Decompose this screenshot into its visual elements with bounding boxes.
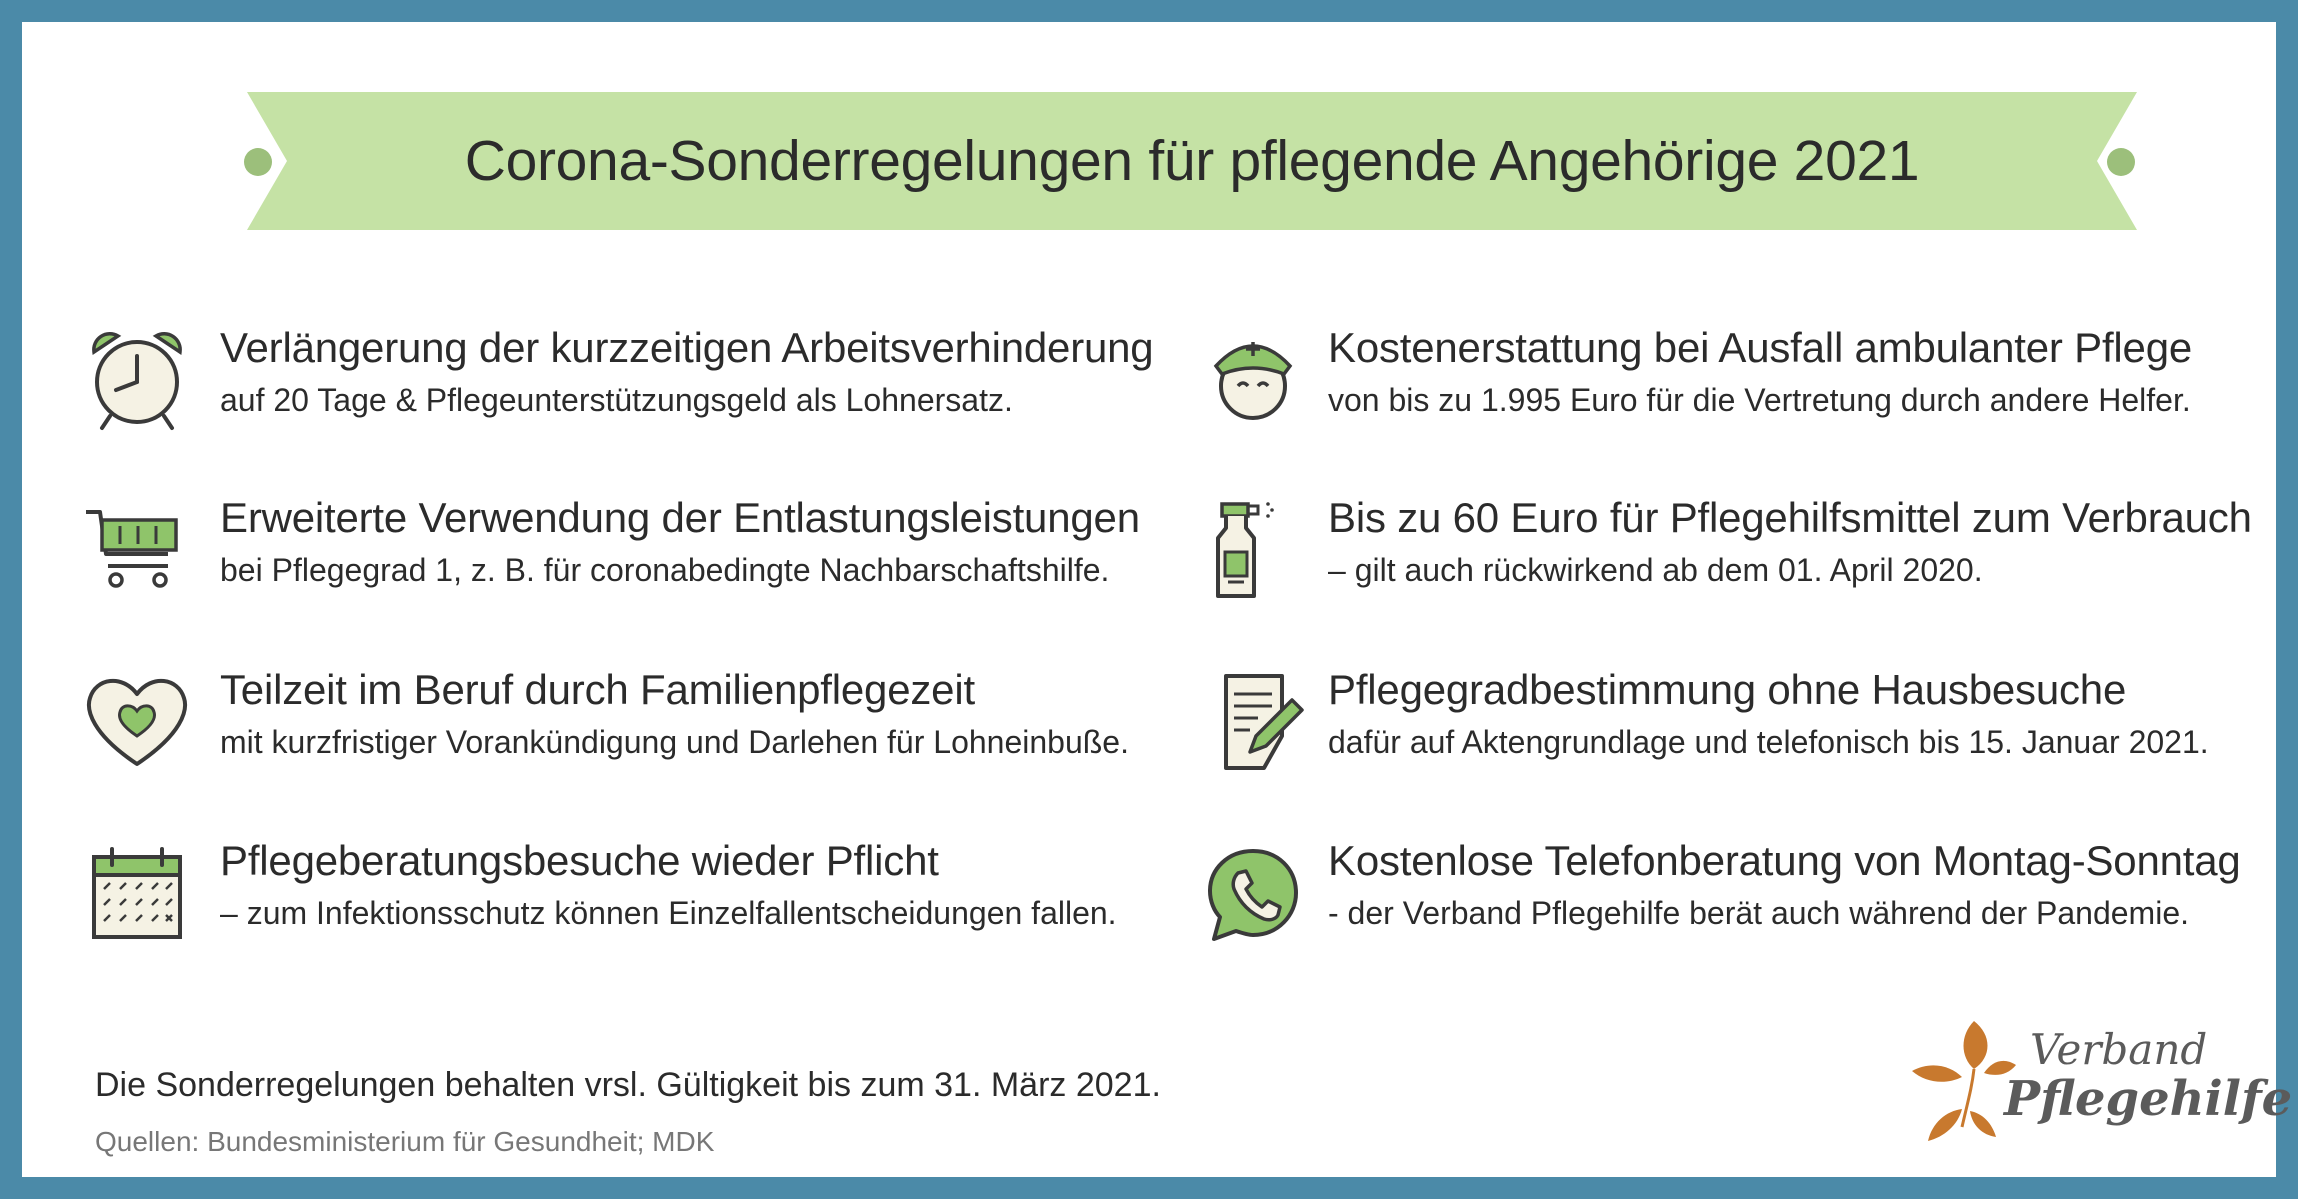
banner-dot-left xyxy=(244,148,272,176)
banner-dot-right xyxy=(2107,148,2135,176)
item-subtext: - der Verband Pflegehilfe berät auch während der Pandemie. xyxy=(1328,895,2189,931)
nurse-icon xyxy=(1198,324,1308,434)
item-heading: Bis zu 60 Euro für Pflegehilfsmittel zum Verbrauch xyxy=(1328,494,2252,541)
validity-note: Die Sonderregelungen behalten vrsl. Gültigkeit bis zum 31. März 2021. xyxy=(95,1066,1161,1104)
phone-chat-icon xyxy=(1198,837,1308,947)
item-heading: Erweiterte Verwendung der Entlastungsleistungen xyxy=(220,494,1140,541)
verband-pflegehilfe-logo xyxy=(1912,1017,2293,1147)
page-title: Corona-Sonderregelungen für pflegende Angehörige 2021 xyxy=(464,129,1920,193)
title-banner xyxy=(247,92,2137,230)
item-heading: Kostenlose Telefonberatung von Montag-Sonntag xyxy=(1328,837,2241,884)
spray-bottle-icon xyxy=(1198,494,1308,604)
item-subtext: von bis zu 1.995 Euro für die Vertretung durch andere Helfer. xyxy=(1328,382,2191,418)
item-heading: Teilzeit im Beruf durch Familienpflegezeit xyxy=(220,666,975,713)
item-subtext: bei Pflegegrad 1, z. B. für coronabedingte Nachbarschaftshilfe. xyxy=(220,552,1110,588)
item-subtext: – zum Infektionsschutz können Einzelfallentscheidungen fallen. xyxy=(220,895,1117,931)
item-subtext: dafür auf Aktengrundlage und telefonisch bis 15. Januar 2021. xyxy=(1328,724,2209,760)
document-pen-icon xyxy=(1198,666,1308,776)
item-heading: Pflegeberatungsbesuche wieder Pflicht xyxy=(220,837,939,884)
item-subtext: – gilt auch rückwirkend ab dem 01. April 2020. xyxy=(1328,552,1983,588)
logo-text-line1: Verband xyxy=(2030,1025,2208,1074)
calendar-icon xyxy=(82,837,192,947)
item-subtext: mit kurzfristiger Vorankündigung und Darlehen für Lohneinbuße. xyxy=(220,724,1129,760)
heart-icon xyxy=(82,666,192,776)
item-heading: Pflegegradbestimmung ohne Hausbesuche xyxy=(1328,666,2127,713)
item-subtext: auf 20 Tage & Pflegeunterstützungsgeld als Lohnersatz. xyxy=(220,382,1013,418)
item-heading: Kostenerstattung bei Ausfall ambulanter Pflege xyxy=(1328,324,2193,371)
logo-text-line2: Pflegehilfe xyxy=(2004,1071,2293,1127)
shopping-cart-icon xyxy=(82,494,192,604)
sources-note: Quellen: Bundesministerium für Gesundheit; MDK xyxy=(95,1126,715,1157)
alarm-clock-icon xyxy=(82,324,192,434)
item-heading: Verlängerung der kurzzeitigen Arbeitsverhinderung xyxy=(220,324,1154,371)
